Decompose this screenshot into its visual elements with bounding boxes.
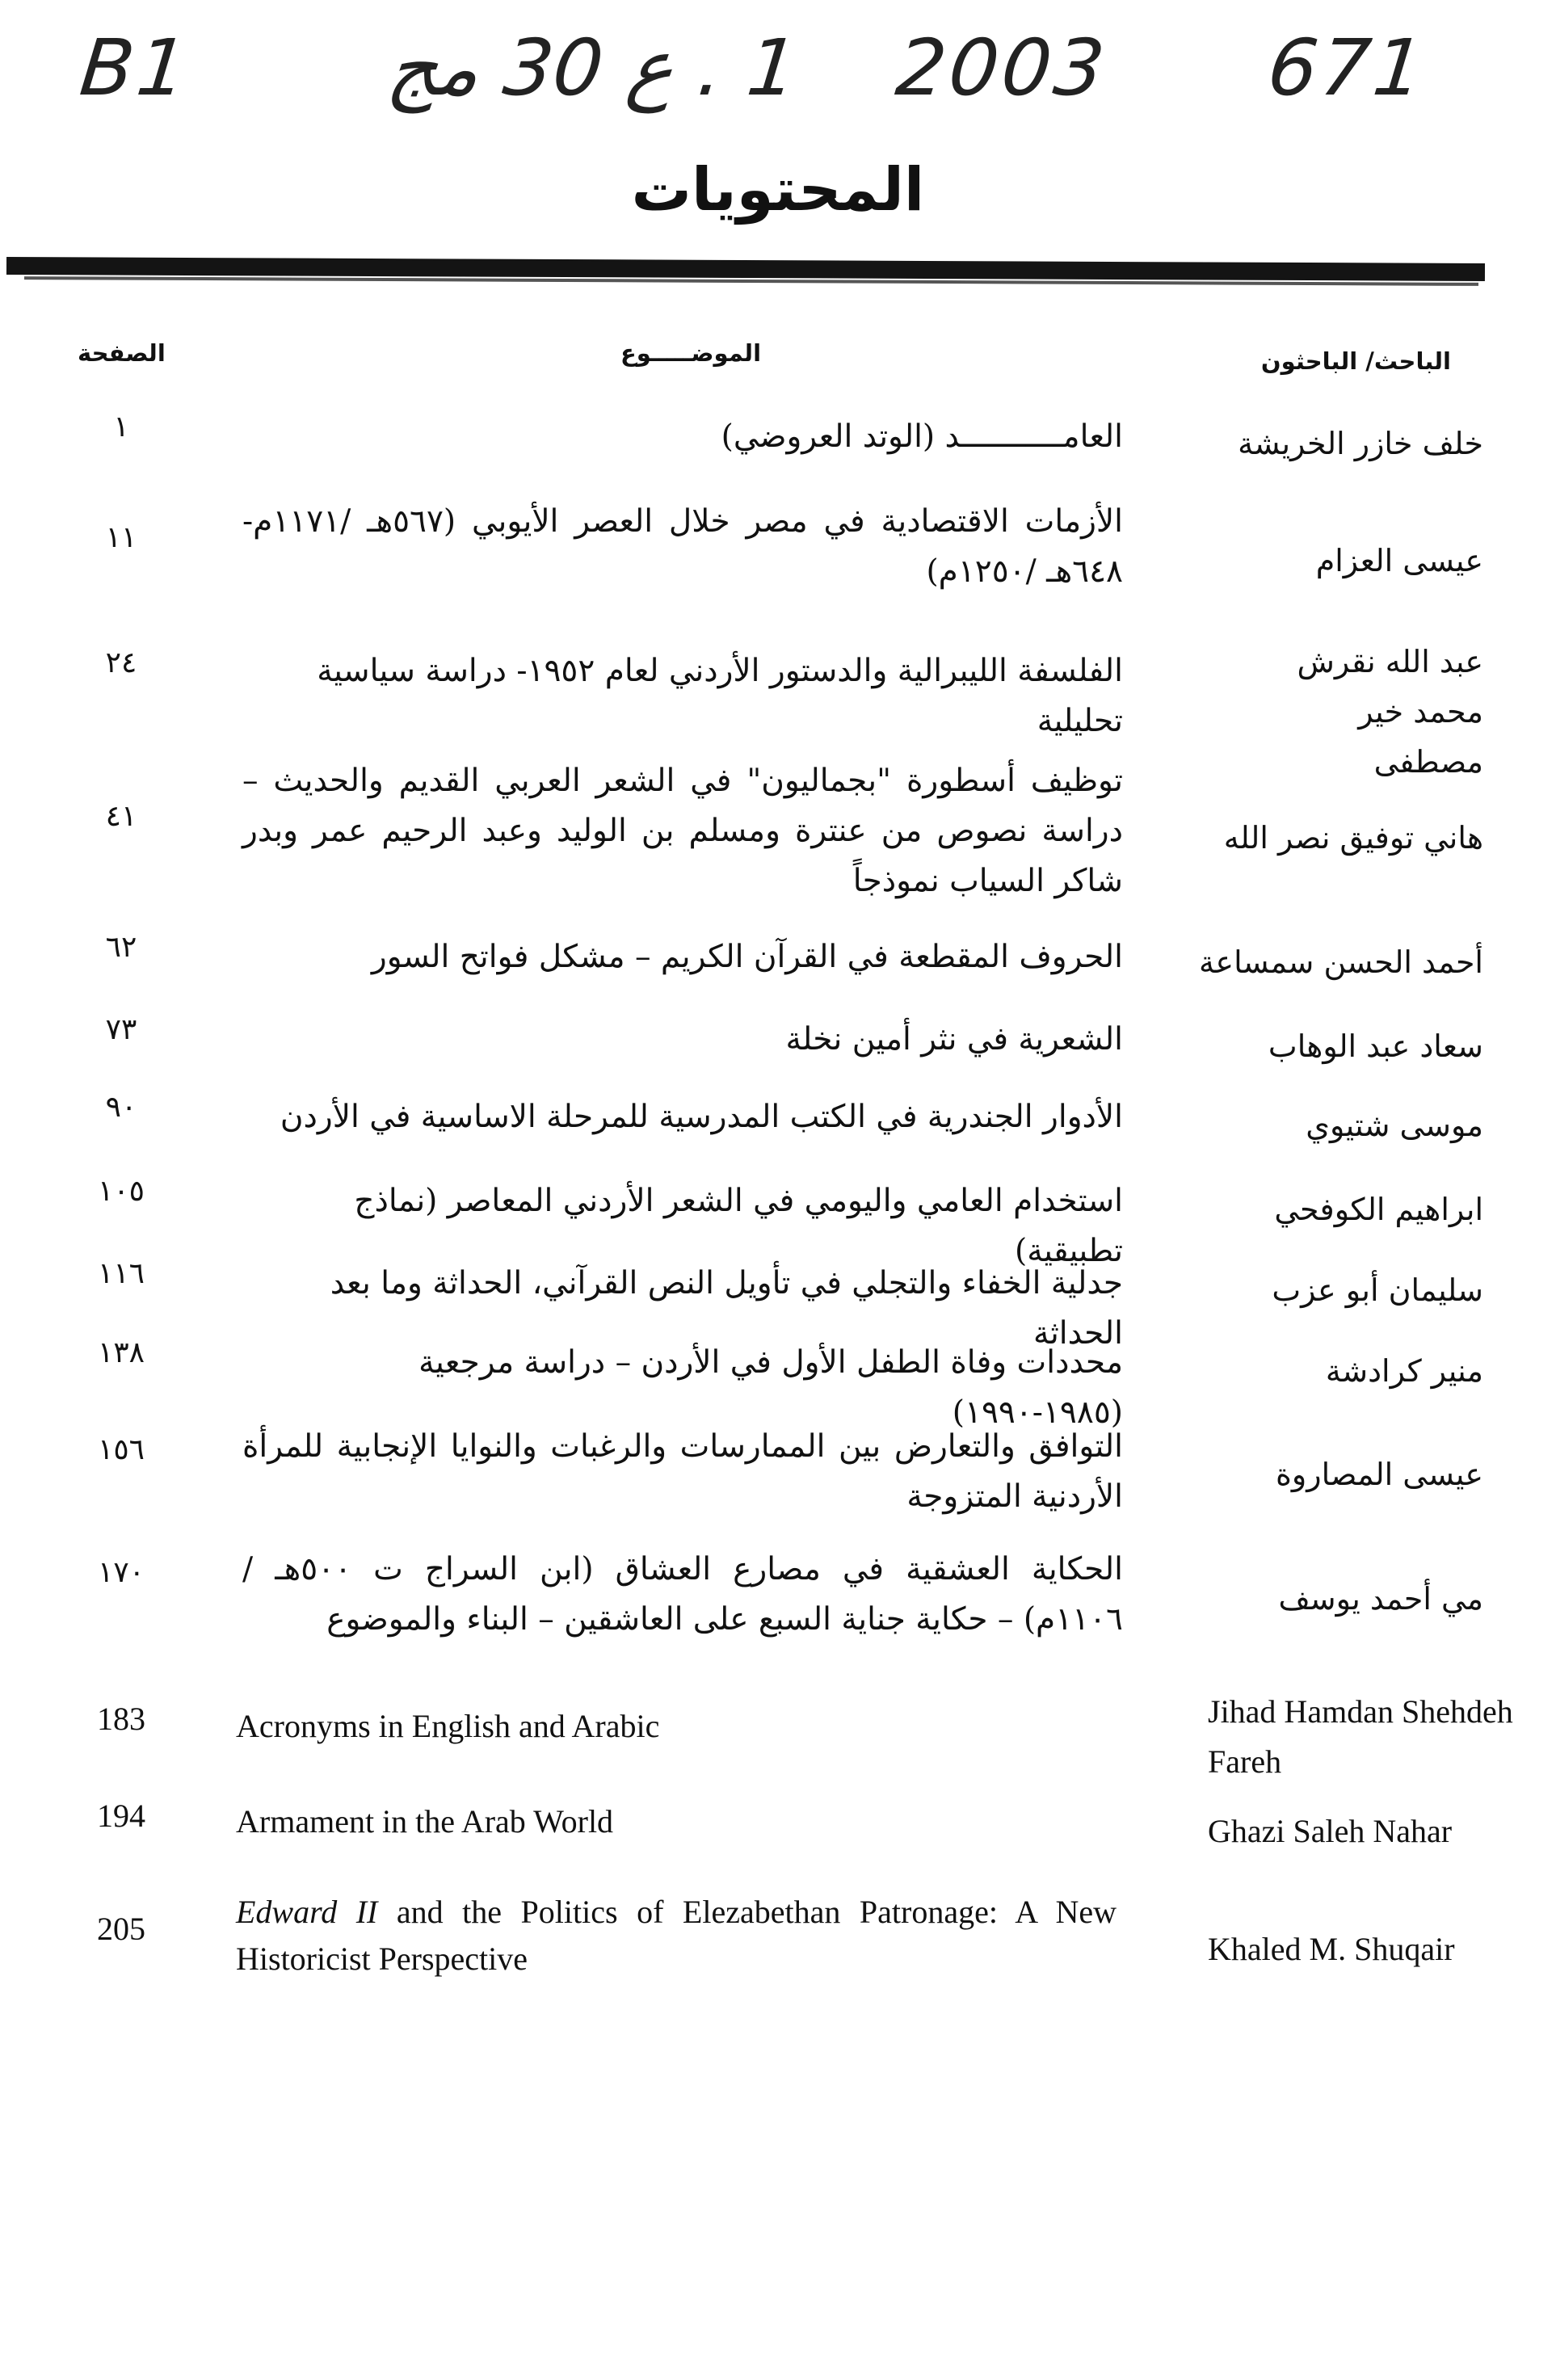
toc-author: ابراهيم الكوفحي xyxy=(1274,1192,1483,1227)
toc-topic: التوافق والتعارض بين الممارسات والرغبات والنوايا الإنجابية للمرأة الأردنية المتزوجة xyxy=(242,1428,1123,1515)
toc-page: ١٥٦ xyxy=(97,1433,145,1466)
toc-author: خلف خازر الخريشة xyxy=(1238,426,1483,461)
toc-topic: الحروف المقطعة في القرآن الكريم – مشكل فواتح السور xyxy=(371,939,1123,975)
toc-topic: توظيف أسطورة "بجماليون" في الشعر العربي القديم والحديث – دراسة نصوص من عنترة ومسلم بن الوليد وعبد الرحيم عمر وبدر شاكر السياب نموذجاً xyxy=(242,763,1123,899)
toc-topic xyxy=(236,1889,1117,1983)
toc-page: ١٧٠ xyxy=(97,1556,145,1589)
toc-topic: الحكاية العشقية في مصارع العشاق (ابن السراج ت ٥٠٠هـ / ١١٠٦م) – حكاية جناية السبع على العاشقين – البناء والموضوع xyxy=(242,1551,1123,1638)
toc-page: ٤١ xyxy=(105,800,137,833)
toc-topic: الفلسفة الليبرالية والدستور الأردني لعام ١٩٥٢- دراسة سياسية تحليلية xyxy=(317,653,1123,739)
toc-page: ٩٠ xyxy=(105,1091,137,1124)
toc-page: ١١ xyxy=(105,521,137,554)
toc-topic: الأزمات الاقتصادية في مصر خلال العصر الأيوبي (٥٦٧هـ /١١٧١م- ٦٤٨هـ /١٢٥٠م) xyxy=(242,503,1123,590)
toc-topic: الأدوار الجندرية في الكتب المدرسية للمرحلة الاساسية في الأردن xyxy=(280,1099,1123,1135)
toc-topic: الشعرية في نثر أمين نخلة xyxy=(785,1021,1123,1058)
toc-author: Jihad Hamdan Shehdeh Fareh xyxy=(1208,1693,1513,1780)
toc-topic-rest: and the Politics of Elezabethan Patronage: A New Historicist Perspective xyxy=(236,1894,1117,1977)
toc-topic: Acronyms in English and Arabic xyxy=(236,1708,660,1744)
column-header-author: الباحث/ الباحثون xyxy=(1260,347,1451,375)
toc-author: Ghazi Saleh Nahar xyxy=(1208,1813,1453,1849)
toc-author: عيسى العزام xyxy=(1315,543,1483,578)
handwritten-number: 671 xyxy=(1264,23,1432,113)
toc-topic: استخدام العامي واليومي في الشعر الأردني المعاصر (نماذج تطبيقية) xyxy=(354,1183,1123,1269)
toc-page: ٢٤ xyxy=(105,646,137,679)
toc-page: ١٣٨ xyxy=(97,1336,145,1369)
toc-page: 183 xyxy=(97,1701,145,1737)
toc-topic: جدلية الخفاء والتجلي في تأويل النص القرآني، الحداثة وما بعد الحداثة xyxy=(330,1265,1123,1352)
toc-author: عبد الله نقرش محمد خير مصطفى xyxy=(1297,644,1483,780)
handwritten-note-left: B1 xyxy=(76,23,195,113)
toc-topic: Armament in the Arab World xyxy=(236,1803,614,1840)
toc-page: ٧٣ xyxy=(105,1013,137,1046)
toc-author: مي أحمد يوسف xyxy=(1278,1581,1483,1617)
toc-topic: محددات وفاة الطفل الأول في الأردن – دراسة مرجعية (١٩٨٥-١٩٩٠) xyxy=(418,1344,1123,1431)
toc-page: ١٠٥ xyxy=(97,1175,145,1208)
toc-page: 194 xyxy=(97,1798,145,1834)
toc-page: 205 xyxy=(97,1911,145,1947)
toc-author: Khaled M. Shuqair xyxy=(1208,1931,1455,1967)
toc-author: منير كرادشة xyxy=(1325,1353,1483,1389)
handwritten-issue: 1 . ع 30 مج xyxy=(383,23,802,113)
toc-topic: العامـــــــــــد (الوتد العروضي) xyxy=(721,418,1123,455)
toc-author: عيسى المصاروة xyxy=(1275,1457,1483,1492)
toc-author: موسى شتيوي xyxy=(1306,1108,1483,1143)
toc-author: أحمد الحسن سمساعة xyxy=(1199,944,1483,980)
page-title: المحتويات xyxy=(631,155,925,225)
column-header-page: الصفحة xyxy=(78,339,166,367)
toc-page: ٦٢ xyxy=(105,931,137,964)
toc-page: ١١٦ xyxy=(97,1257,145,1290)
toc-page: ١ xyxy=(113,410,129,444)
column-header-topic: الموضـــــوع xyxy=(620,339,762,367)
toc-author: هاني توفيق نصر الله xyxy=(1223,820,1483,856)
handwritten-year: 2003 xyxy=(892,23,1112,113)
toc-author: سليمان أبو عزب xyxy=(1272,1272,1483,1308)
toc-author: سعاد عبد الوهاب xyxy=(1268,1028,1483,1064)
toc-topic-italic-title: Edward II xyxy=(236,1894,378,1930)
